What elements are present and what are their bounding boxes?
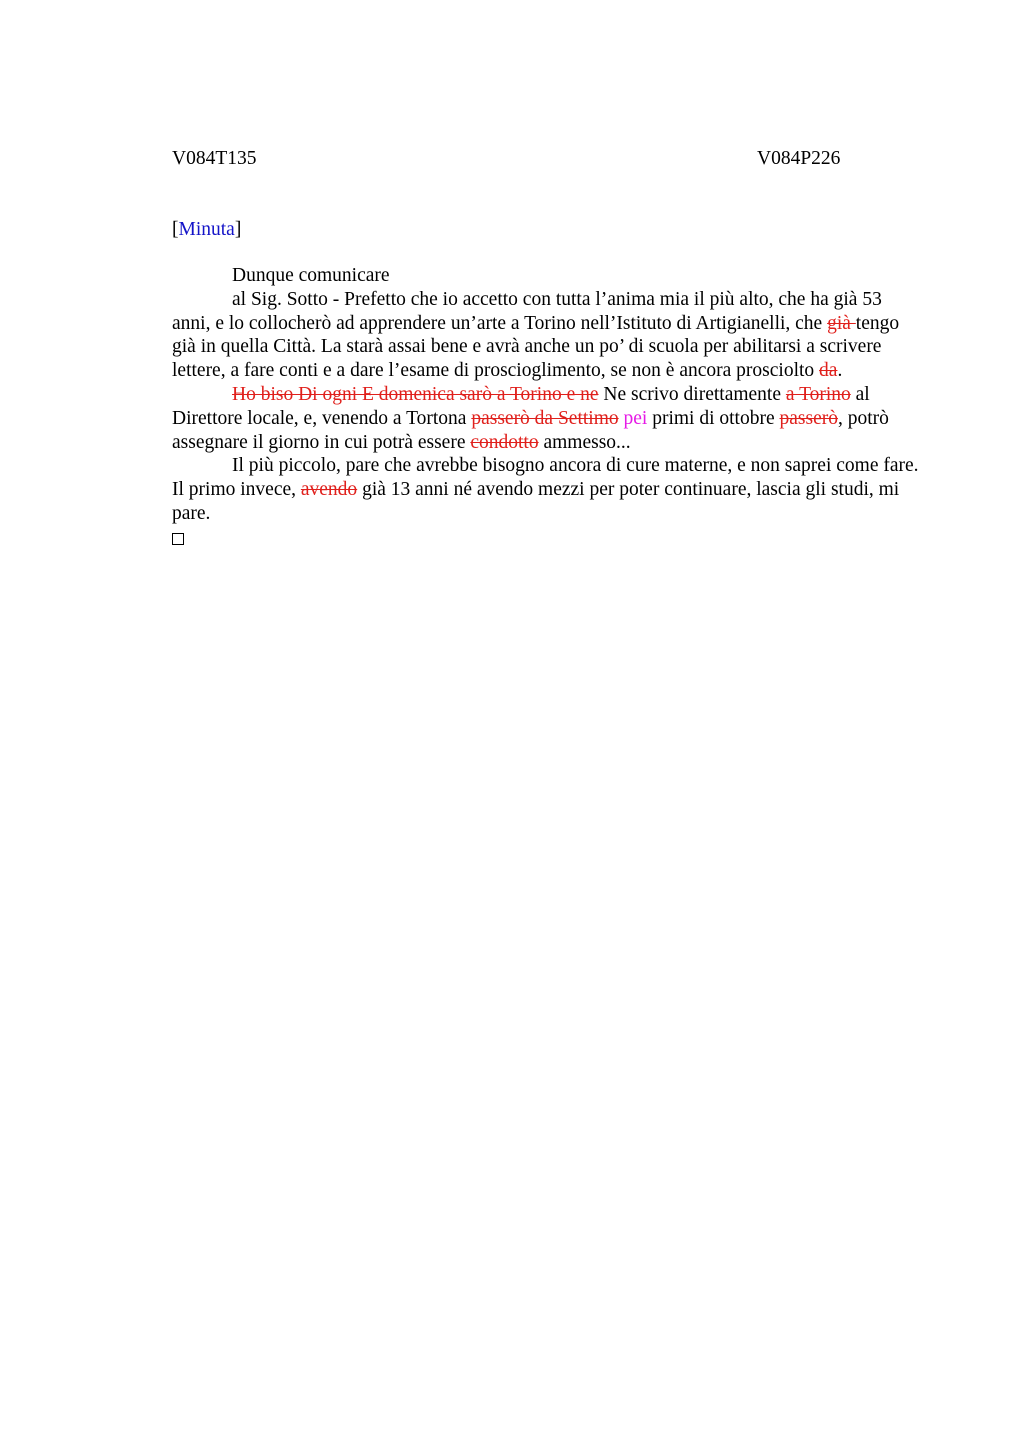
open-bracket: [: [172, 219, 179, 240]
deleted-text: Ho biso Di ogni E domenica sarò a Torino e ne: [232, 383, 599, 405]
text-segment: tengo già in quella Città. La starà assai bene e avrà anche un po’ di scuola per abilitarsi a scrivere lettere, a fare conti e a dare l’esame di proscioglimento, se non è ancora prosciolto: [172, 312, 900, 382]
paragraph-3: [172, 383, 924, 454]
deleted-text: a Torino: [785, 383, 851, 405]
text-segment: Ne scrivo direttamente: [598, 383, 786, 405]
deleted-text: già: [827, 312, 856, 334]
document-type-label: [172, 217, 241, 243]
text-segment: già 13 anni né avendo mezzi per poter continuare, lascia gli studi, mi pare.: [172, 479, 900, 524]
letter-body: [172, 264, 924, 550]
paragraph-4: [172, 454, 924, 525]
added-text: pei: [618, 407, 648, 429]
deleted-text: avendo: [300, 479, 358, 501]
deleted-text: passerò da Settimo: [471, 407, 619, 429]
text-code: V084T135: [172, 148, 257, 169]
paragraph-text: Dunque comunicare: [232, 265, 390, 286]
paragraph-2: [172, 288, 924, 383]
deleted-text: passerò: [779, 407, 838, 429]
end-mark-line: [172, 526, 924, 550]
deleted-text: da: [819, 360, 838, 382]
text-segment: Il più piccolo, pare che avrebbe bisogno ancora di cure materne, e non saprei come fare. Il primo invece,: [172, 455, 919, 501]
text-segment: ammesso...: [538, 431, 631, 453]
empty-square-icon: [172, 533, 184, 545]
minuta-label: Minuta: [178, 219, 235, 240]
deleted-text: condotto: [470, 431, 539, 453]
page-code: V084P226: [757, 148, 841, 169]
text-segment: .: [837, 360, 843, 382]
text-segment: primi di ottobre: [647, 407, 780, 429]
text-segment: al Sig. Sotto - Prefetto che io accetto con tutta l’anima mia il più alto, che ha già 53 anni, e lo collocherò ad apprendere un’arte a Torino nell’Istituto di Artigianelli, che: [172, 288, 882, 334]
paragraph-1: [172, 264, 924, 288]
text-segment: , potrò assegnare il giorno in cui potrà essere: [172, 407, 889, 453]
close-bracket: ]: [234, 219, 242, 240]
document-header: [172, 146, 844, 172]
text-segment: al Direttore locale, e, venendo a Tortona: [172, 383, 870, 429]
